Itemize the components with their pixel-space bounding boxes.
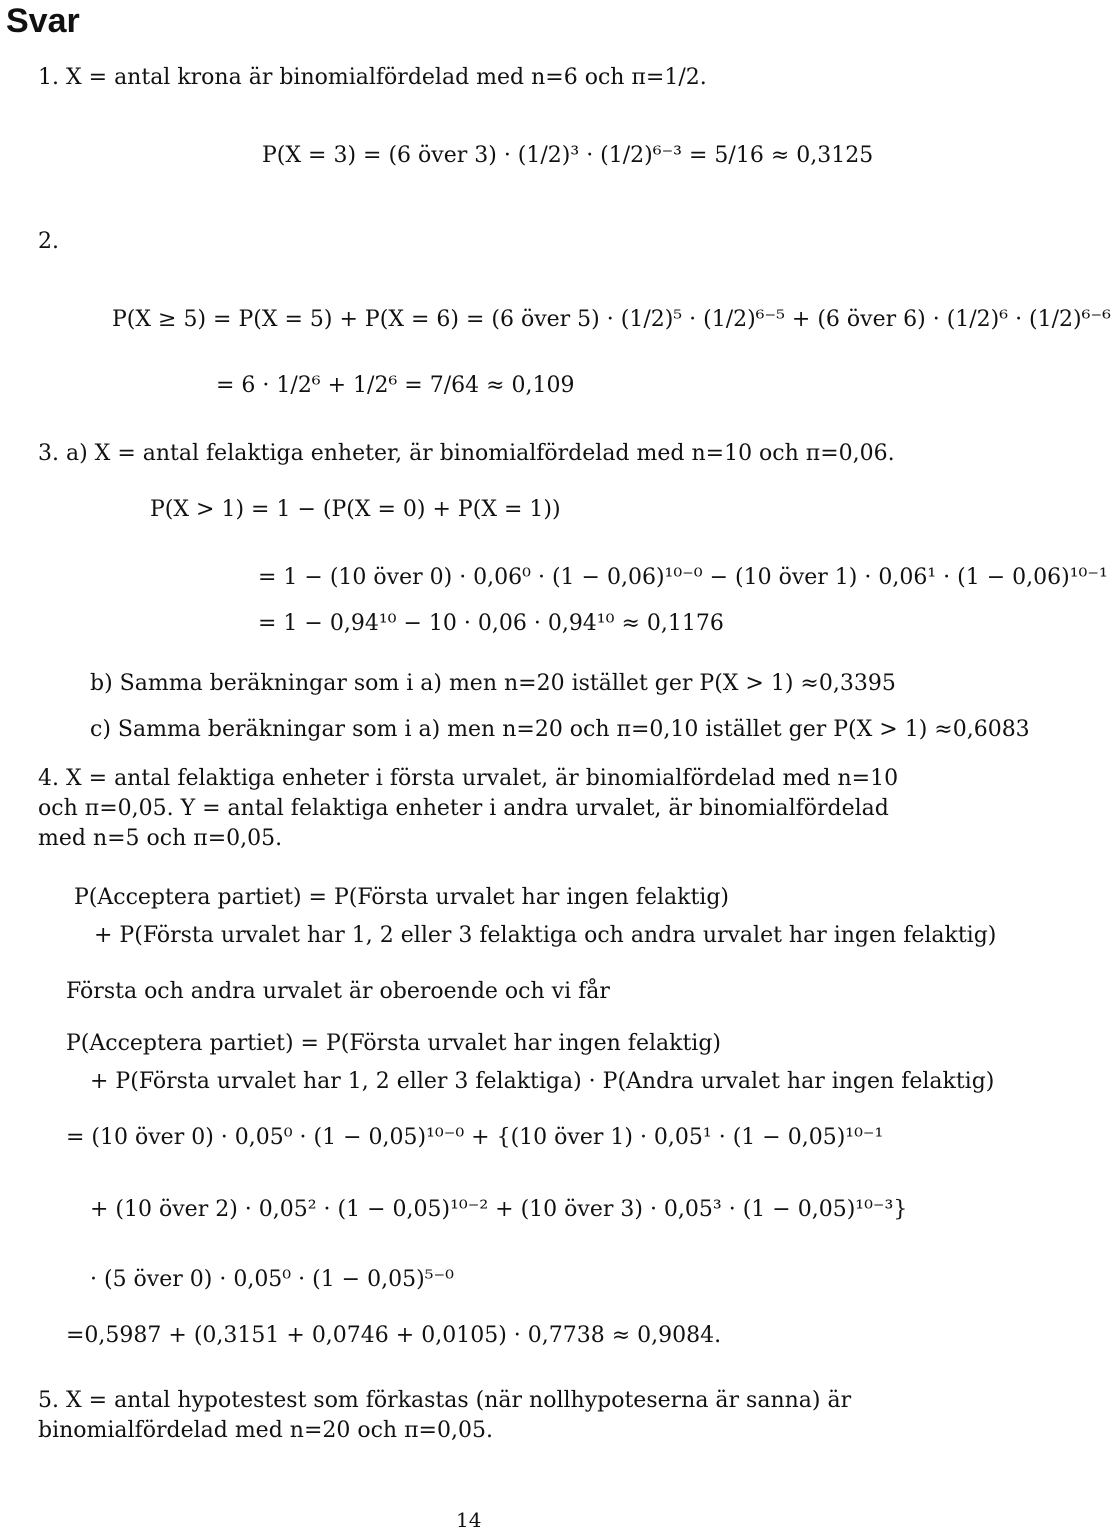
page-number: 14 [456,1508,482,1532]
q4-result: =0,5987 + (0,3151 + 0,0746 + 0,0105) · 0,7738 ≈ 0,9084. [66,1323,722,1348]
q3-intro: 3. a) X = antal felaktiga enheter, är binomialfördelad med n=10 och π=0,06. [38,441,895,466]
q4-p1b: + P(Första urvalet har 1, 2 eller 3 felaktiga och andra urvalet har ingen felaktig) [94,923,997,948]
q3-b: b) Samma beräkningar som i a) men n=20 istället ger P(X > 1) ≈0,3395 [90,671,896,696]
q5-intro: 5. X = antal hypotestest som förkastas (när nollhypoteserna är sanna) är binomialfördelad med n=20 och π=0,05. [38,1388,852,1443]
q2-label: 2. [38,229,59,254]
q4-intro: 4. X = antal felaktiga enheter i första urvalet, är binomialfördelad med n=10 och π=0,05. Y = antal felaktiga enheter i andra urvalet, är binomialfördelad med n=5 och π=0,05. [38,766,899,851]
page-heading: Svar [6,2,80,40]
q4-formula-line1: = (10 över 0) · 0,05⁰ · (1 − 0,05)¹⁰⁻⁰ + {(10 över 1) · 0,05¹ · (1 − 0,05)¹⁰⁻¹ [66,1125,884,1150]
q1-formula: P(X = 3) = (6 över 3) · (1/2)³ · (1/2)⁶⁻³ = 5/16 ≈ 0,3125 [262,143,874,168]
q4-formula-line3: · (5 över 0) · 0,05⁰ · (1 − 0,05)⁵⁻⁰ [90,1267,454,1292]
q3-line1: P(X > 1) = 1 − (P(X = 0) + P(X = 1)) [150,497,561,522]
q2-formula: P(X ≥ 5) = P(X = 5) + P(X = 6) = (6 över 5) · (1/2)⁵ · (1/2)⁶⁻⁵ + (6 över 6) · (1/2)⁶ · (1/2)⁶⁻⁶ [112,307,1111,332]
q1-intro: 1. X = antal krona är binomialfördelad med n=6 och π=1/2. [38,65,707,90]
q4-p1a: P(Acceptera partiet) = P(Första urvalet har ingen felaktig) [74,885,729,910]
q4-p2a: P(Acceptera partiet) = P(Första urvalet har ingen felaktig) [66,1031,721,1056]
q4-formula-line2: + (10 över 2) · 0,05² · (1 − 0,05)¹⁰⁻² + (10 över 3) · 0,05³ · (1 − 0,05)¹⁰⁻³} [90,1197,908,1222]
q3-line3: = 1 − 0,94¹⁰ − 10 · 0,06 · 0,94¹⁰ ≈ 0,1176 [258,611,724,636]
q3-c: c) Samma beräkningar som i a) men n=20 och π=0,10 istället ger P(X > 1) ≈0,6083 [90,717,1030,742]
q2-line2: = 6 · 1/2⁶ + 1/2⁶ = 7/64 ≈ 0,109 [216,373,575,398]
q3-line2: = 1 − (10 över 0) · 0,06⁰ · (1 − 0,06)¹⁰⁻⁰ − (10 över 1) · 0,06¹ · (1 − 0,06)¹⁰⁻¹ [258,565,1108,590]
q4-p2b: + P(Första urvalet har 1, 2 eller 3 felaktiga) · P(Andra urvalet har ingen felaktig) [90,1069,995,1094]
q4-indep: Första och andra urvalet är oberoende och vi får [66,979,610,1004]
